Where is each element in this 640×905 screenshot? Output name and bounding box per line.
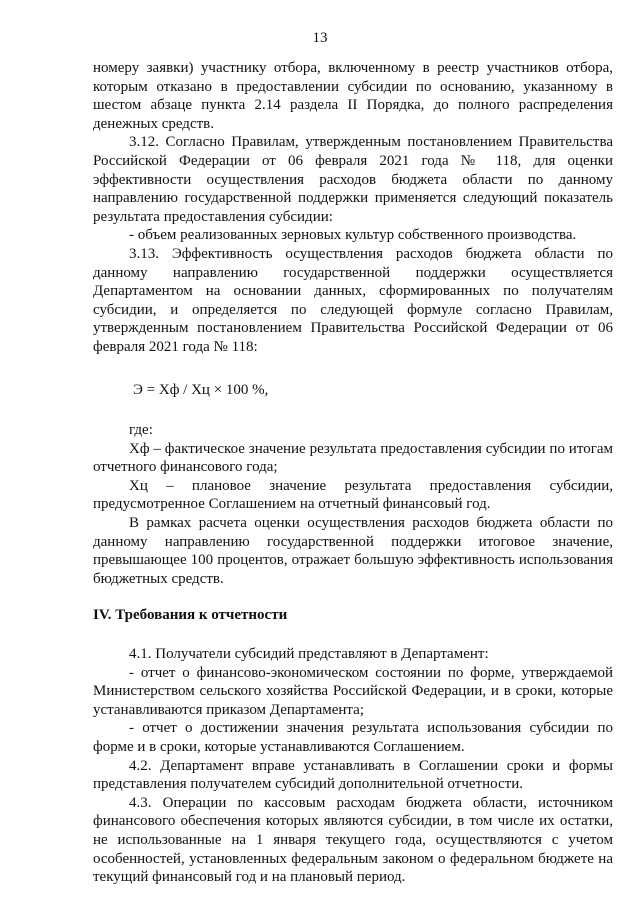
section-heading: IV. Требования к отчетности [93, 607, 288, 624]
paragraph-result-report: - отчет о достижении значения результата использования субсидии по форме и в сроки, которые устанавливаются Соглашением. [93, 720, 613, 755]
paragraph-4-3: 4.3. Операции по кассовым расходам бюджета области, источником финансового обеспечения которых являются субсидии, в том числе их остатки, не использованные на 1 января текущего года, осуществляются с учетом особенностей, установленных федеральным законом о федеральном бюджете на текущий финансовый год и на плановый период. [93, 794, 613, 886]
paragraph-xf-definition: Хф – фактическое значение результата предоставления субсидии по итогам отчетного финансового года; [93, 440, 613, 476]
paragraph-4-2: 4.2. Департамент вправе устанавливать в Соглашении сроки и формы представления получателем субсидий дополнительной отчетности. [93, 757, 613, 793]
efficiency-formula: Э = Хф / Хц × 100 %, [133, 381, 269, 398]
paragraph-financial-report: - отчет о финансово-экономическом состоянии по форме, утверждаемой Министерством сельского хозяйства Российской Федерации, и в сроки, которые устанавливаются приказом Департамента; [93, 664, 613, 718]
paragraph-indicator: - объем реализованных зерновых культур собственного производства. [129, 227, 577, 244]
document-body [93, 59, 613, 887]
paragraph-xc-definition: Хц – плановое значение результата предоставления субсидии, предусмотренное Соглашением на отчетный финансовый год. [93, 477, 613, 513]
paragraph-continuation: номеру заявки) участнику отбора, включенному в реестр участников отбора, которым отказано в предоставлении субсидии по основанию, указанному в шестом абзаце пункта 2.14 раздела II Порядка, до полного распределения денежных средств. [93, 60, 613, 132]
paragraph-3-13: 3.13. Эффективность осуществления расходов бюджета области по данному направлению государственной поддержки осуществляется Департаментом на основании данных, сформированных по получателям субсидии, и определяется по следующей формуле согласно Правилам, утвержденным постановлением Правительства Российской Федерации от 06 февраля 2021 года № 118: [93, 245, 613, 355]
paragraph-3-12: 3.12. Согласно Правилам, утвержденным постановлением Правительства Российской Федерации от 06 февраля 2021 года № 118, для оценки эффективности осуществления расходов бюджета области по данному направлению государственной поддержки применяется следующий показатель результата предоставления субсидии: [93, 134, 613, 225]
paragraph-evaluation: В рамках расчета оценки осуществления расходов бюджета области по данному направлению государственной поддержки итоговое значение, превышающее 100 процентов, отражает большую эффективность использования бюджетных средств. [93, 515, 613, 587]
page-number: 13 [312, 30, 328, 46]
paragraph-4-1: 4.1. Получатели субсидий представляют в Департамент: [129, 646, 489, 663]
paragraph-where: где: [129, 422, 153, 439]
